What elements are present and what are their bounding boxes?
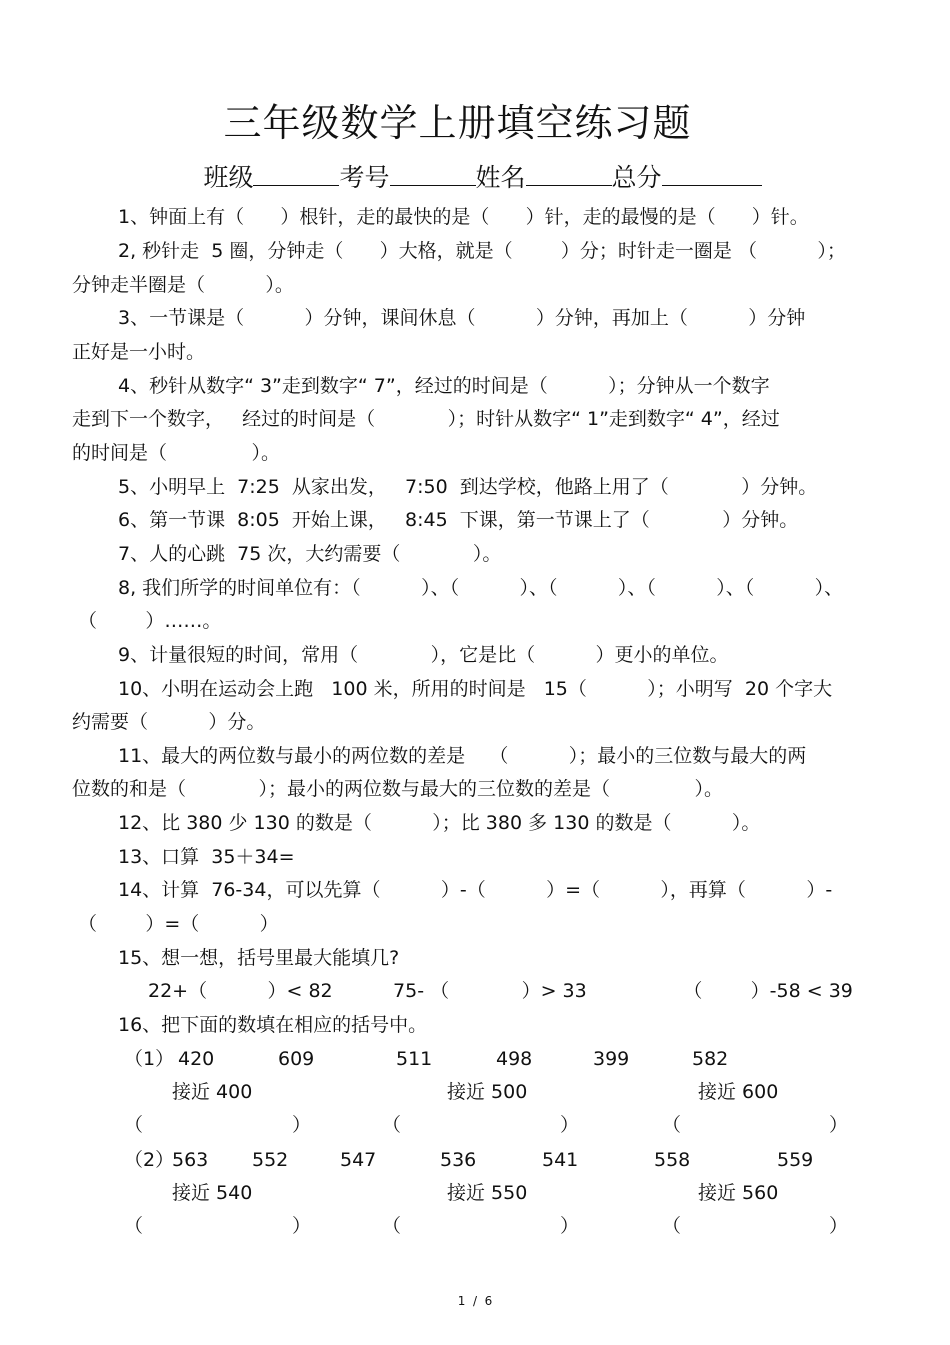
class-blank — [253, 163, 339, 186]
question-line: 位数的和是（ ）；最小的两位数与最大的三位数的差是（ ）。 — [72, 778, 724, 800]
question-line: 5、小明早上 7:25 从家出发， 7:50 到达学校，他路上用了（ ）分钟。 — [118, 476, 818, 498]
number-item: 511 — [396, 1048, 433, 1070]
name-label: 姓名 — [475, 163, 526, 192]
question-line: 4、秒针从数字“ 3”走到数字“ 7”，经过的时间是（ ）；分钟从一个数字 — [118, 375, 770, 397]
question-line: 正好是一小时。 — [72, 341, 206, 363]
question-line: 12、比 380 少 130 的数是（ ）；比 380 多 130 的数是（ ）。 — [118, 812, 761, 834]
target-label: 接近 600 — [698, 1081, 779, 1103]
number-item: 559 — [777, 1149, 814, 1171]
question-line: 走到下一个数字， 经过的时间是（ ）；时针从数字“ 1”走到数字“ 4”，经过 — [72, 408, 780, 430]
question-line: 7、人的心跳 75 次，大约需要（ ）。 — [118, 543, 502, 565]
question-line: 9、计量很短的时间，常用（ ），它是比（ ）更小的单位。 — [118, 644, 729, 666]
student-info-line — [0, 158, 950, 194]
question-line: 11、最大的两位数与最小的两位数的差是 （ ）；最小的三位数与最大的两 — [118, 745, 807, 767]
question-line: 13、口算 35＋34= — [118, 846, 295, 868]
page-title: 三年级数学上册填空练习题 — [223, 101, 692, 145]
answer-bracket-close: ） — [560, 1215, 580, 1237]
number-item: 552 — [252, 1149, 289, 1171]
name-blank — [526, 163, 612, 186]
number-item: 536 — [440, 1149, 477, 1171]
question-line: 16、把下面的数填在相应的括号中。 — [118, 1014, 428, 1036]
group-label: （2） — [124, 1149, 175, 1171]
question-line: 14、计算 76-34，可以先算（ ）-（ ）=（ ），再算（ ）- — [118, 879, 833, 901]
number-label: 考号 — [339, 163, 390, 192]
answer-bracket-close: ） — [292, 1215, 312, 1237]
question-line: 10、小明在运动会上跑 100 米，所用的时间是 15（ ）；小明写 20 个字大 — [118, 678, 833, 700]
answer-bracket-close: ） — [560, 1114, 580, 1136]
answer-bracket-open: （ — [382, 1215, 402, 1237]
number-item: 541 — [542, 1149, 579, 1171]
target-label: 接近 500 — [447, 1081, 528, 1103]
question-line: 6、第一节课 8:05 开始上课， 8:45 下课，第一节课上了（ ）分钟。 — [118, 509, 799, 531]
question-line: （ ）……。 — [78, 610, 222, 632]
question-line: （ ）=（ ） — [78, 913, 279, 935]
number-item: 547 — [340, 1149, 377, 1171]
class-label: 班级 — [203, 163, 254, 192]
group-label: （1） — [124, 1048, 175, 1070]
number-item: 563 — [172, 1149, 209, 1171]
answer-bracket-open: （ — [124, 1215, 144, 1237]
number-item: 609 — [278, 1048, 315, 1070]
question-line: 15、想一想，括号里最大能填几? — [118, 947, 400, 969]
question-line: 1、钟面上有（ ）根针，走的最快的是（ ）针，走的最慢的是（ ）针。 — [118, 206, 809, 228]
question-line: 22+（ ）< 82 75- （ ）> 33 （ ）-58 < 39 — [148, 980, 853, 1002]
answer-bracket-open: （ — [124, 1114, 144, 1136]
target-label: 接近 550 — [447, 1182, 528, 1204]
answer-bracket-close: ） — [829, 1114, 849, 1136]
question-line: 分钟走半圈是（ ）。 — [72, 274, 294, 296]
question-line: 2, 秒针走 5 圈，分钟走（ ）大格，就是（ ）分；时针走一圈是 （ ）； — [118, 240, 846, 262]
answer-bracket-open: （ — [662, 1114, 682, 1136]
target-label: 接近 560 — [698, 1182, 779, 1204]
answer-bracket-open: （ — [382, 1114, 402, 1136]
answer-bracket-close: ） — [829, 1215, 849, 1237]
number-item: 399 — [593, 1048, 630, 1070]
answer-bracket-close: ） — [292, 1114, 312, 1136]
target-label: 接近 400 — [172, 1081, 253, 1103]
page-number: 1 / 6 — [457, 1294, 493, 1308]
number-item: 498 — [496, 1048, 533, 1070]
question-line: 的时间是（ ）。 — [72, 442, 281, 464]
number-blank — [390, 163, 476, 186]
number-item: 558 — [654, 1149, 691, 1171]
question-line: 8, 我们所学的时间单位有：（ ）、（ ）、（ ）、（ ）、（ ）、 — [118, 577, 844, 599]
number-item: 582 — [692, 1048, 729, 1070]
answer-bracket-open: （ — [662, 1215, 682, 1237]
question-line: 3、一节课是（ ）分钟，课间休息（ ）分钟，再加上（ ）分钟 — [118, 307, 806, 329]
target-label: 接近 540 — [172, 1182, 253, 1204]
score-blank — [662, 163, 762, 186]
score-label: 总分 — [611, 163, 662, 192]
question-line: 约需要（ ）分。 — [72, 711, 266, 733]
number-item: 420 — [178, 1048, 215, 1070]
